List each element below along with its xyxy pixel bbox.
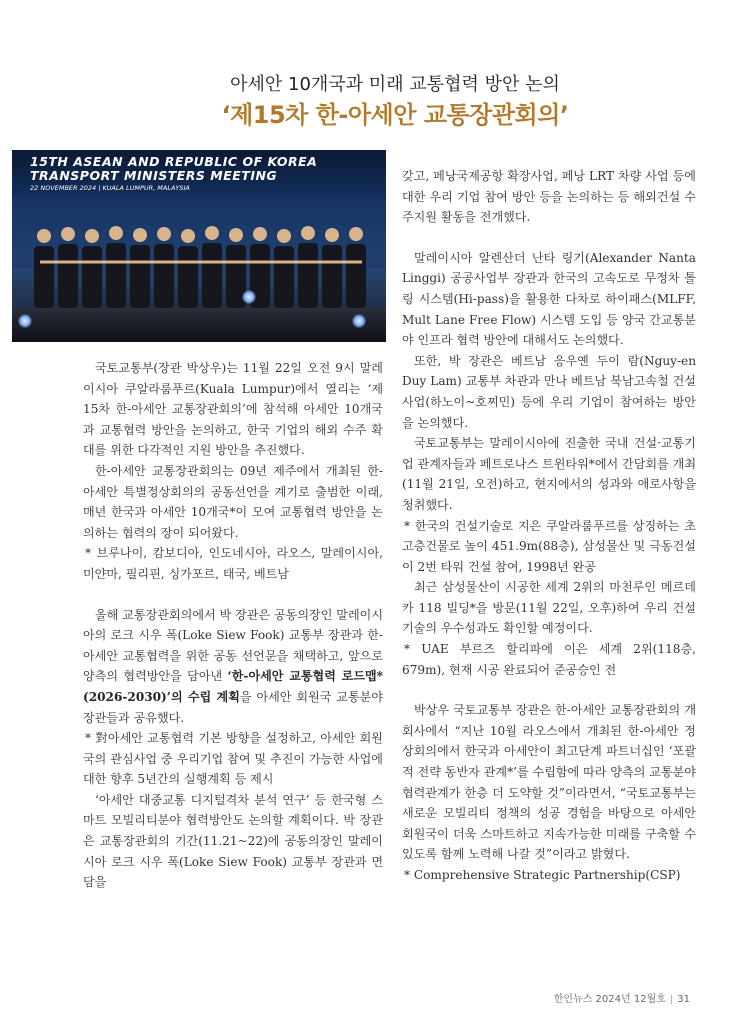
photo-stage	[12, 308, 386, 342]
left-column	[83, 358, 383, 893]
body-paragraph: 또한, 박 장관은 베트남 응우옌 두이 람(Nguy-en Duy Lam) 교통부 차관과 만나 베트남 북남고속철 건설사업(하노이~호찌민) 등에 우리 기업이 참여하는 방안을 논의했다.	[402, 353, 696, 430]
stage-light-icon	[352, 314, 366, 328]
body-paragraph: ‘아세안 대중교통 디지털격차 분석 연구’ 등 한국형 스마트 모빌리티분야 협력방안도 논의할 계획이다. 박 장관은 교통장관회의 기간(11.21~22)에 공동의장인 말레이시아 로크 시우 폭(Loke Siew Fook) 교통부 장관과 면담을	[83, 792, 383, 890]
body-paragraph: 박상우 국토교통부 장관은 한-아세안 교통장관회의 개회사에서 “지난 10월 라오스에서 개최된 한-아세안 정상회의에서 한국과 아세안이 최고단계 파트너십인 ‘포괄적 전략 동반자 관계*’를 수립함에 따라 양측의 교통분야 협력관계가 한층 더 도약할 것”이라면서, “국토교통부는 새로운 모빌리티 정책의 성공 경험을 바탕으로 아세안 회원국이 더욱 스마트하고 지속가능한 미래를 구축할 수 있도록 함께 노력해 나갈 것”이라고 밝혔다.	[402, 703, 696, 862]
body-paragraph: 최근 삼성물산이 시공한 세계 2위의 마천루인 메르데카 118 빌딩*을 방문(11월 22일, 오후)하여 우리 건설 기술의 우수성과도 확인할 예정이다.	[402, 580, 696, 636]
stage-light-icon	[242, 290, 256, 304]
emphasized-text: ‘한-아세안 교통협력 로드맵*(2026-2030)’의 수립 계획	[83, 669, 384, 704]
body-paragraph: 말레이시아 알렌산더 난타 링기(Alexander Nanta Linggi) 공공사업부 장관과 한국의 고속도로 무정차 톨링 시스템(Hi-pass)을 활용한 다차로 하이패스(MLFF, Mult Lane Free Flow) 시스템 도입 등 양국 간교통분야 인프라 협력 방안에 대해서도 논의했다.	[402, 250, 696, 348]
footnote: * 한국의 건설기술로 지은 쿠알라룸푸르를 상징하는 초고층건물로 높이 451.9m(88층), 삼성물산 및 극동건설이 2번 타워 건설 참여, 1998년 완공	[402, 518, 696, 574]
article-subtitle: 아세안 10개국과 미래 교통협력 방안 논의	[230, 74, 560, 95]
body-paragraph: 한-아세안 교통장관회의는 09년 제주에서 개최된 한-아세안 특별정상회의의 공동선언을 계기로 출범한 이래, 매년 한국과 아세안 10개국*이 모여 교통협력 방안을 논의하는 협력의 장이 되어왔다.	[83, 463, 383, 540]
photo-banner-line2: TRANSPORT MINISTERS MEETING	[30, 168, 278, 183]
stage-light-icon	[18, 314, 32, 328]
right-column	[402, 166, 696, 886]
paragraph-text: 을 아세안 회원국 교통분야 장관들과 공유했다.	[83, 689, 384, 725]
article-photo	[12, 150, 386, 342]
photo-banner-line1: 15TH ASEAN AND REPUBLIC OF KOREA	[30, 154, 318, 169]
footer-separator: |	[669, 994, 674, 1005]
page-footer	[390, 990, 690, 1005]
body-paragraph: 갖고, 페낭국제공항 확장사업, 페낭 LRT 차량 사업 등에 대한 우리 기업 참여 방안 등을 논의하는 등 해외건설 수주지원 활동을 전개했다.	[402, 169, 696, 225]
footnote: * 브루나이, 캄보디아, 인도네시아, 라오스, 말레이시아, 미얀마, 필리핀, 싱가포르, 태국, 베트남	[83, 546, 383, 581]
photo-banner-date: 22 NOVEMBER 2024 | KUALA LUMPUR, MALAYSIA	[30, 184, 190, 192]
body-paragraph: 국토교통부는 말레이시아에 진출한 국내 건설·교통기업 관계자들과 페트로나스 트윈타워*에서 간담회를 개최(11월 21일, 오전)하고, 현지에서의 성과와 애로사항을 청취했다.	[402, 436, 696, 512]
footnote: * 對아세안 교통협력 기본 방향을 설정하고, 아세안 회원국의 관심사업 중 우리기업 참여 및 추진이 가능한 사업에 대한 향후 5년간의 실행계획 등 제시	[83, 731, 383, 787]
body-paragraph: 국토교통부(장관 박상우)는 11월 22일 오전 9시 말레이시아 쿠알라룸푸르(Kuala Lumpur)에서 열리는 ‘제15차 한-아세안 교통장관회의’에 참석해 아세안 10개국과 교통협력 방안을 논의하고, 한국 기업의 해외 수주 확대를 위한 다각적인 지원 방안을 추진했다.	[83, 361, 383, 458]
page-number: 31	[677, 994, 690, 1005]
footnote: * UAE 부르즈 할리파에 이은 세계 2위(118층, 679m), 현재 시공 완료되어 준공승인 전	[402, 642, 696, 677]
article-title: ‘제15차 한-아세안 교통장관회의’	[221, 101, 569, 129]
body-paragraph	[83, 605, 383, 729]
publication-name: 한인뉴스 2024년 12월호	[553, 994, 666, 1005]
footnote: * Comprehensive Strategic Partnership(CSP)	[404, 868, 681, 882]
paragraph-text: 올해 교통장관회의에서 박 장관은 공동의장인 말레이시아의 로크 시우 폭(Loke Siew Fook) 교통부 장관과 한-아세안 교통협력을 위한 공동 선언문을 채택하고, 앞으로 양측의 협력방안을 담아낸	[83, 607, 383, 684]
